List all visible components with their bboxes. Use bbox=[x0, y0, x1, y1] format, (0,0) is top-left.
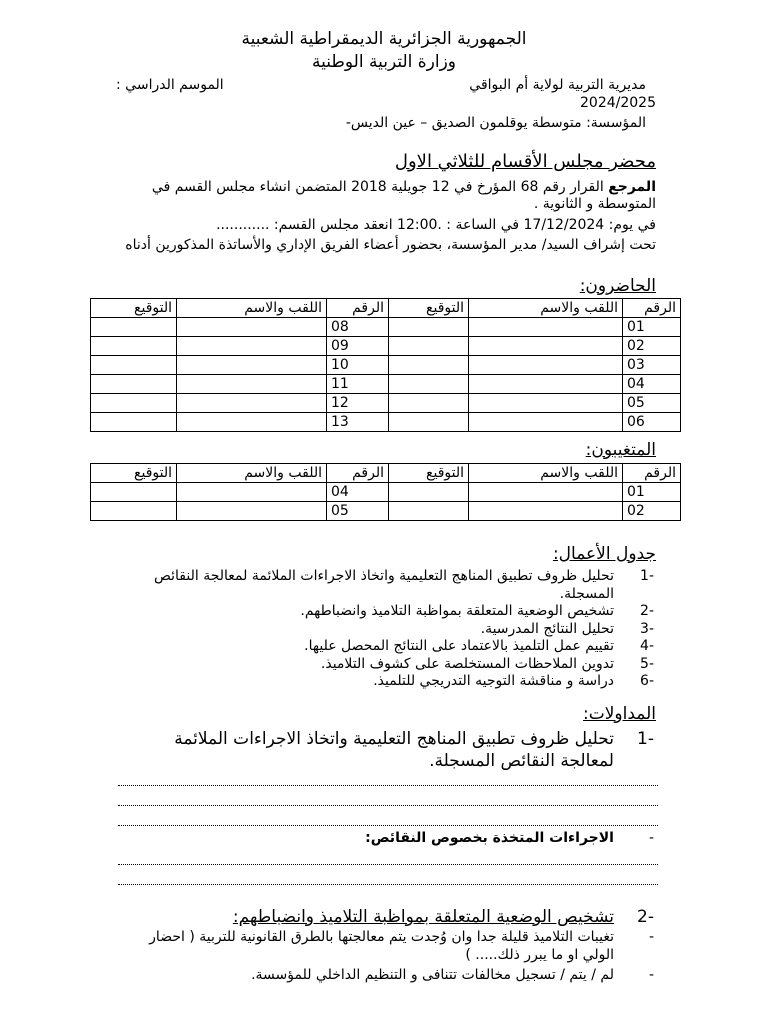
agenda-item-number: -2 bbox=[640, 603, 654, 619]
agenda-item bbox=[116, 621, 656, 639]
name-cell bbox=[177, 375, 327, 394]
item-bullet: - bbox=[648, 929, 654, 945]
signature-cell bbox=[389, 356, 469, 375]
present-table-row bbox=[91, 318, 681, 337]
name-cell bbox=[177, 483, 327, 502]
row-number-cell: 03 bbox=[623, 356, 681, 375]
agenda-heading: جدول الأعمال: bbox=[552, 544, 656, 564]
name-cell bbox=[177, 413, 327, 432]
directorate-line: مديرية التربية لولاية أم البواقي bbox=[469, 77, 646, 93]
row-number-cell: 01 bbox=[623, 318, 681, 337]
item-text: تغيبات التلاميذ قليلة جدا وان وُجدت يتم معالجتها بالطرق القانونية للتربية ( احضار الولي او ما يبرر ذلك..... ) bbox=[149, 929, 614, 963]
col-signature: التوقيع bbox=[389, 464, 469, 483]
measures-line bbox=[116, 830, 656, 848]
ministry-header: وزارة التربية الوطنية bbox=[311, 52, 457, 72]
dotted-line bbox=[118, 883, 658, 885]
name-cell bbox=[469, 413, 623, 432]
agenda-item-text: دراسة و مناقشة التوجيه التدريجي للتلميذ. bbox=[373, 673, 614, 689]
deliberation-item-2 bbox=[116, 906, 656, 928]
name-cell bbox=[469, 483, 623, 502]
present-table bbox=[90, 298, 681, 432]
present-table-row bbox=[91, 375, 681, 394]
name-cell bbox=[177, 394, 327, 413]
row-number-cell: 11 bbox=[327, 375, 389, 394]
col-name: اللقب والاسم bbox=[469, 464, 623, 483]
agenda-item bbox=[116, 603, 656, 621]
present-table-header bbox=[91, 299, 681, 318]
signature-cell bbox=[91, 318, 177, 337]
col-number: الرقم bbox=[623, 464, 681, 483]
reference-paragraph bbox=[111, 179, 656, 213]
deliberation-item-1 bbox=[116, 728, 656, 772]
row-number-cell: 02 bbox=[623, 502, 681, 521]
agenda-item bbox=[116, 673, 656, 691]
row-number-cell: 04 bbox=[623, 375, 681, 394]
absent-table-row bbox=[91, 502, 681, 521]
signature-cell bbox=[389, 318, 469, 337]
row-number-cell: 13 bbox=[327, 413, 389, 432]
institution-line: المؤسسة: متوسطة يوقلمون الصديق – عين الديس- bbox=[345, 115, 646, 131]
republic-header: الجمهورية الجزائرية الديمقراطية الشعبية bbox=[241, 29, 527, 49]
col-name: اللقب والاسم bbox=[177, 299, 327, 318]
agenda-item-number: -1 bbox=[640, 568, 654, 584]
col-signature: التوقيع bbox=[91, 464, 177, 483]
signature-cell bbox=[91, 413, 177, 432]
supervision-line: تحت إشراف السيد/ مدير المؤسسة، بحضور أعضاء الفريق الإداري والأساتذة المذكورين أدناه bbox=[125, 237, 656, 253]
signature-cell bbox=[389, 337, 469, 356]
item-text: تشخيص الوضعية المتعلقة بمواظبة التلاميذ وانضباطهم: bbox=[232, 907, 614, 927]
row-number-cell: 05 bbox=[327, 502, 389, 521]
agenda-item bbox=[116, 638, 656, 656]
col-number: الرقم bbox=[327, 464, 389, 483]
name-cell bbox=[469, 318, 623, 337]
agenda-item-number: -6 bbox=[640, 673, 654, 689]
dotted-line bbox=[118, 863, 658, 865]
row-number-cell: 05 bbox=[623, 394, 681, 413]
violations-note bbox=[116, 967, 656, 985]
agenda-item-number: -4 bbox=[640, 638, 654, 654]
dotted-line bbox=[118, 784, 658, 786]
absence-note bbox=[116, 929, 656, 964]
absent-heading: المتغيبون: bbox=[585, 440, 656, 460]
item-bullet: - bbox=[648, 967, 654, 983]
signature-cell bbox=[91, 394, 177, 413]
signature-cell bbox=[91, 375, 177, 394]
signature-cell bbox=[389, 413, 469, 432]
name-cell bbox=[177, 318, 327, 337]
row-number-cell: 09 bbox=[327, 337, 389, 356]
col-name: اللقب والاسم bbox=[177, 464, 327, 483]
season-label: الموسم الدراسي : bbox=[116, 77, 224, 93]
item-text: تحليل ظروف تطبيق المناهج التعليمية واتخاذ الاجراءات الملائمة لمعالجة النقائص المسجلة. bbox=[174, 729, 614, 771]
col-number: الرقم bbox=[327, 299, 389, 318]
agenda-item-text: تحليل ظروف تطبيق المناهج التعليمية واتخاذ الاجراءات الملائمة لمعالجة النقائص المسجلة. bbox=[153, 568, 614, 602]
row-number-cell: 10 bbox=[327, 356, 389, 375]
present-table-row bbox=[91, 356, 681, 375]
row-number-cell: 04 bbox=[327, 483, 389, 502]
item-bullet: - bbox=[648, 830, 654, 846]
season-value: 2024/2025 bbox=[580, 95, 656, 111]
col-signature: التوقيع bbox=[389, 299, 469, 318]
agenda-item-number: -5 bbox=[640, 655, 654, 672]
signature-cell bbox=[389, 483, 469, 502]
agenda-item-text: تشخيص الوضعية المتعلقة بمواظبة التلاميذ وانضباطهم. bbox=[300, 603, 614, 619]
dotted-line bbox=[118, 804, 658, 806]
meeting-date-line: في يوم: 17/12/2024 في الساعة : .12:00 انعقد مجلس القسم: ............ bbox=[216, 217, 656, 233]
item-number: -2 bbox=[637, 907, 654, 927]
present-table-row bbox=[91, 394, 681, 413]
absent-table bbox=[90, 463, 681, 521]
signature-cell bbox=[389, 394, 469, 413]
signature-cell bbox=[91, 502, 177, 521]
row-number-cell: 12 bbox=[327, 394, 389, 413]
name-cell bbox=[469, 337, 623, 356]
name-cell bbox=[469, 502, 623, 521]
item-number: -1 bbox=[637, 729, 654, 749]
col-name: اللقب والاسم bbox=[469, 299, 623, 318]
row-number-cell: 01 bbox=[623, 483, 681, 502]
signature-cell bbox=[91, 483, 177, 502]
name-cell bbox=[177, 502, 327, 521]
agenda-item-text: تقييم عمل التلميذ بالاعتماد على النتائج المحصل عليها. bbox=[304, 638, 614, 654]
row-number-cell: 08 bbox=[327, 318, 389, 337]
col-number: الرقم bbox=[623, 299, 681, 318]
agenda-item bbox=[116, 568, 656, 603]
signature-cell bbox=[91, 337, 177, 356]
name-cell bbox=[177, 356, 327, 375]
row-number-cell: 06 bbox=[623, 413, 681, 432]
reference-label: المرجع bbox=[608, 179, 656, 195]
signature-cell bbox=[389, 502, 469, 521]
page-title: محضر مجلس الأقسام للثلاثي الاول bbox=[394, 151, 656, 172]
present-table-row bbox=[91, 413, 681, 432]
agenda-item bbox=[116, 656, 656, 674]
agenda-list bbox=[116, 568, 656, 691]
name-cell bbox=[469, 375, 623, 394]
signature-cell bbox=[389, 375, 469, 394]
name-cell bbox=[177, 337, 327, 356]
absent-table-row bbox=[91, 483, 681, 502]
signature-cell bbox=[91, 356, 177, 375]
reference-text: القرار رقم 68 المؤرخ في 12 جويلية 2018 المتضمن انشاء مجلس القسم في المتوسطة و الثانوية . bbox=[151, 179, 656, 212]
absent-table-header bbox=[91, 464, 681, 483]
present-heading: الحاضرون: bbox=[579, 276, 656, 296]
name-cell bbox=[469, 356, 623, 375]
row-number-cell: 02 bbox=[623, 337, 681, 356]
deliberations-heading: المداولات: bbox=[582, 704, 656, 724]
dotted-line bbox=[118, 824, 658, 826]
agenda-item-text: تحليل النتائج المدرسية. bbox=[480, 620, 614, 637]
present-table-row bbox=[91, 337, 681, 356]
agenda-item-number: -3 bbox=[640, 620, 654, 637]
name-cell bbox=[469, 394, 623, 413]
item-text: لم / يتم / تسجيل مخالفات تتنافى و التنظيم الداخلي للمؤسسة. bbox=[251, 967, 614, 983]
col-signature: التوقيع bbox=[91, 299, 177, 318]
agenda-item-text: تدوين الملاحظات المستخلصة على كشوف التلاميذ. bbox=[320, 655, 614, 672]
measures-label: الاجراءات المتخذة بخصوص النقائص: bbox=[365, 830, 614, 846]
